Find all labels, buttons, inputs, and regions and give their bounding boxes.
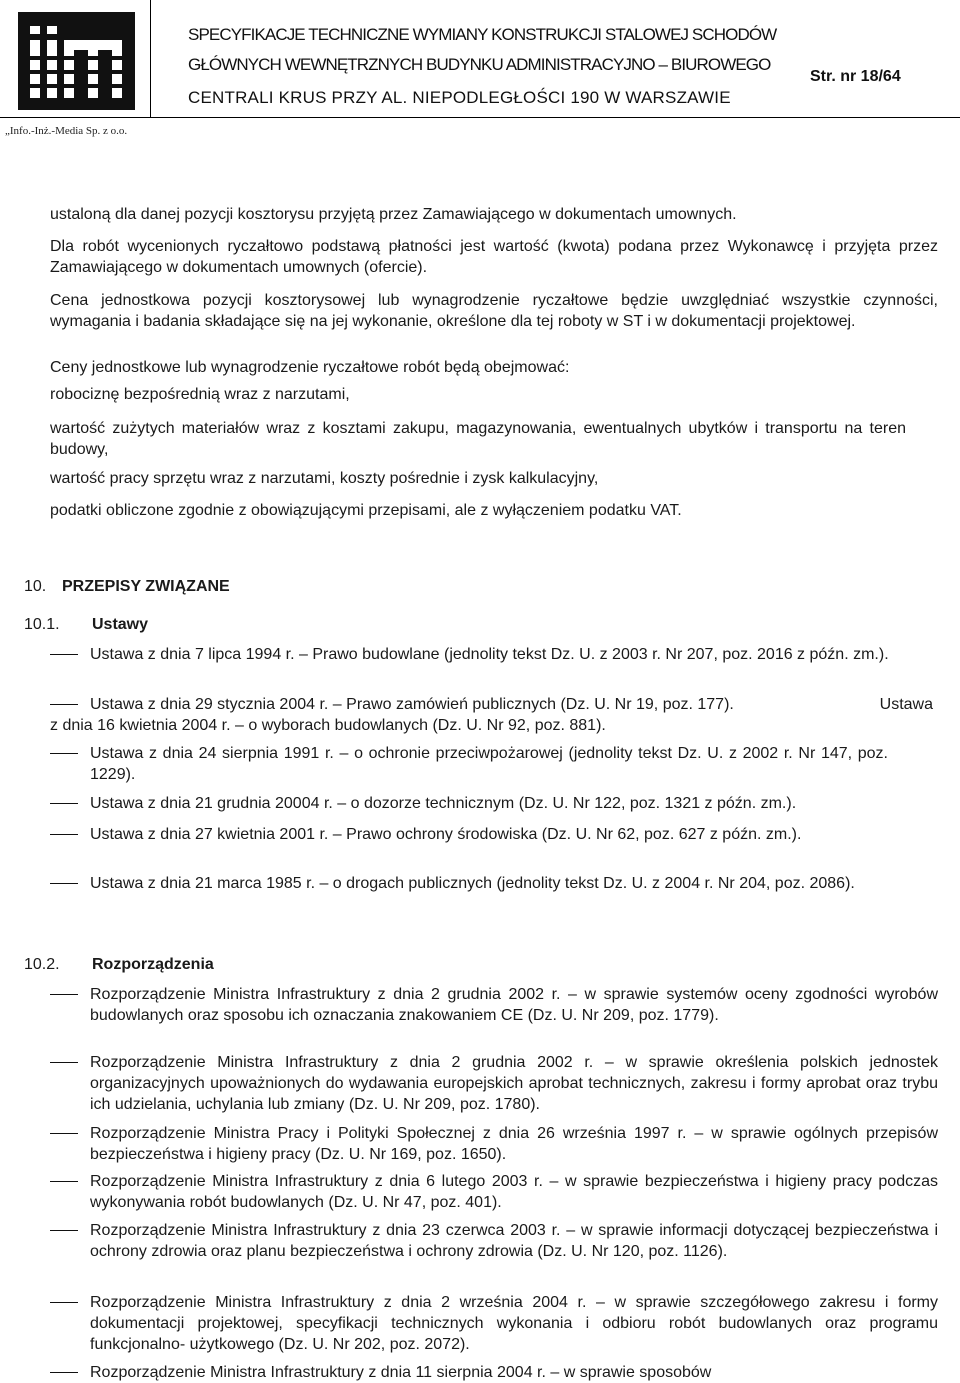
law-item-text: Ustawa z dnia 29 stycznia 2004 r. – Prawo zamówień publicznych (Dz. U. Nr 19, poz. 177). bbox=[90, 696, 734, 713]
regulation-item-text: Rozporządzenie Ministra Infrastruktury z dnia 2 grudnia 2002 r. – w sprawie systemów oceny zgodności wyrobów budowlanych oraz sposobu ich oznaczania znakowaniem CE (Dz. U. Nr 209, poz. 1779). bbox=[90, 986, 938, 1024]
dash-bullet-icon bbox=[50, 1181, 78, 1182]
paragraph-1: ustaloną dla danej pozycji kosztorysu przyjętą przez Zamawiającego w dokumentach umownych. bbox=[50, 206, 737, 223]
law-item bbox=[50, 694, 938, 715]
paragraph-4: Ceny jednostkowe lub wynagrodzenie ryczałtowe robót będą obejmować: bbox=[50, 359, 570, 376]
header-horizontal-divider bbox=[0, 117, 960, 118]
section-10-2-heading bbox=[24, 954, 214, 975]
regulation-item-text: Rozporządzenie Ministra Infrastruktury z dnia 2 grudnia 2002 r. – w sprawie określenia polskich jednostek organizacyjnych upoważnionych do wydawania europejskich aprobat technicznych, zakresu i formy aprobat oraz trybu ich udzielania, uchylania lub zmiany (Dz. U. Nr 209, poz. 1780). bbox=[90, 1054, 938, 1113]
section-10-heading bbox=[24, 576, 230, 597]
section-10-1-title: Ustawy bbox=[92, 616, 149, 633]
page-number: Str. nr 18/64 bbox=[810, 68, 901, 85]
law-item bbox=[50, 873, 938, 894]
law-item-text: Ustawa z dnia 21 grudnia 20004 r. – o dozorze technicznym (Dz. U. Nr 122, poz. 1321 z późn. zm.). bbox=[90, 795, 797, 812]
paragraph-3 bbox=[50, 290, 938, 332]
paragraph-2-text: Dla robót wycenionych ryczałtowo podstawą płatności jest wartość (kwota) podana przez Wykonawcę i przyjęta przez Zamawiającego w dokumentach umownych (ofercie). bbox=[50, 238, 938, 276]
law-item bbox=[50, 824, 938, 845]
dash-bullet-icon bbox=[50, 1302, 78, 1303]
regulation-item bbox=[50, 1052, 938, 1115]
logo-mark-icon bbox=[18, 12, 135, 110]
company-logo bbox=[18, 12, 135, 110]
dash-bullet-icon bbox=[50, 1133, 78, 1134]
regulation-item-text: Rozporządzenie Ministra Infrastruktury z dnia 6 lutego 2003 r. – w sprawie bezpieczeństwa i higieny pracy podczas wykonywania robót budowlanych (Dz. U. Nr 47, poz. 401). bbox=[90, 1173, 938, 1211]
section-10-1-heading bbox=[24, 614, 148, 635]
page-header bbox=[0, 0, 960, 140]
dash-bullet-icon bbox=[50, 994, 78, 995]
dash-bullet-icon bbox=[50, 1230, 78, 1231]
company-name: „Info.-Inż.-Media Sp. z o.o. bbox=[5, 125, 128, 137]
law-item bbox=[50, 793, 938, 814]
regulation-item bbox=[50, 1123, 938, 1165]
dash-bullet-icon bbox=[50, 834, 78, 835]
regulation-item bbox=[50, 1292, 938, 1355]
law-item bbox=[50, 644, 938, 665]
regulation-item-text: Rozporządzenie Ministra Pracy i Polityki Społecznej z dnia 26 września 1997 r. – w sprawie ogólnych przepisów bezpieczeństwa i higieny pracy (Dz. U. Nr 169, poz. 1650). bbox=[90, 1125, 938, 1163]
section-10-2-number: 10.2. bbox=[24, 956, 60, 973]
cost-item-4: podatki obliczone zgodnie z obowiązującymi przepisami, ale z wyłączeniem podatku VAT. bbox=[50, 502, 682, 519]
dash-bullet-icon bbox=[50, 654, 78, 655]
law-item-text: Ustawa z dnia 7 lipca 1994 r. – Prawo budowlane (jednolity tekst Dz. U. z 2003 r. Nr 207, poz. 2016 z późn. zm.). bbox=[90, 646, 889, 663]
regulation-item-text: Rozporządzenie Ministra Infrastruktury z dnia 2 września 2004 r. – w sprawie szczegółowego zakresu i formy dokumentacji projektowej, specyfikacji technicznych wykonania i odbioru robót budowlanych oraz programu funkcjonalno- użytkowego (Dz. U. Nr 202, poz. 2072). bbox=[90, 1294, 938, 1353]
law-item bbox=[50, 743, 938, 785]
section-10-2-title: Rozporządzenia bbox=[92, 956, 214, 973]
regulation-item bbox=[50, 1171, 938, 1213]
header-title-line-2: GŁÓWNYCH WEWNĘTRZNYCH BUDYNKU ADMINISTRACYJNO – BIUROWEGO bbox=[188, 55, 771, 74]
regulation-item-text: Rozporządzenie Ministra Infrastruktury z dnia 11 sierpnia 2004 r. – w sprawie sposobów bbox=[90, 1364, 712, 1381]
cost-item-2: wartość zużytych materiałów wraz z kosztami zakupu, magazynowania, ewentualnych ubytków i transportu na teren budowy, bbox=[50, 420, 906, 458]
regulation-item bbox=[50, 1220, 938, 1262]
header-title-line-1: SPECYFIKACJE TECHNICZNE WYMIANY KONSTRUKCJI STALOWEJ SCHODÓW bbox=[188, 25, 777, 44]
dash-bullet-icon bbox=[50, 1062, 78, 1063]
section-10-number: 10. bbox=[24, 578, 47, 595]
dash-bullet-icon bbox=[50, 753, 78, 754]
paragraph-3-text: Cena jednostkowa pozycji kosztorysowej lub wynagrodzenie ryczałtowe będzie uwzględniać wszystkie czynności, wymagania i badania składające się na jej wykonanie, określone dla tej roboty w ST i w dokumentacji projektowej. bbox=[50, 292, 938, 330]
regulation-item bbox=[50, 984, 938, 1026]
section-10-1-number: 10.1. bbox=[24, 616, 60, 633]
dash-bullet-icon bbox=[50, 1372, 78, 1373]
dash-bullet-icon bbox=[50, 883, 78, 884]
section-10-title: PRZEPISY ZWIĄZANE bbox=[62, 578, 230, 595]
cost-item-1: robociznę bezpośrednią wraz z narzutami, bbox=[50, 386, 350, 403]
dash-bullet-icon bbox=[50, 803, 78, 804]
header-vertical-divider bbox=[150, 0, 151, 117]
dash-bullet-icon bbox=[50, 704, 78, 705]
regulation-item-text: Rozporządzenie Ministra Infrastruktury z dnia 23 czerwca 2003 r. – w sprawie informacji dotyczącej bezpieczeństwa i ochrony zdrowia oraz planu bezpieczeństwa i ochrony zdrowia (Dz. U. Nr 120, poz. 1126). bbox=[90, 1222, 938, 1260]
cost-item-3: wartość pracy sprzętu wraz z narzutami, koszty pośrednie i zysk kalkulacyjny, bbox=[50, 470, 599, 487]
regulation-item bbox=[50, 1362, 938, 1383]
law-item-tail: z dnia 16 kwietnia 2004 r. – o wyborach budowlanych (Dz. U. Nr 92, poz. 881). bbox=[50, 717, 606, 734]
header-title-line-3: CENTRALI KRUS PRZY AL. NIEPODLEGŁOŚCI 190 W WARSZAWIE bbox=[188, 88, 731, 107]
law-item-tail-start: Ustawa bbox=[879, 696, 933, 713]
law-item-text: Ustawa z dnia 27 kwietnia 2001 r. – Prawo ochrony środowiska (Dz. U. Nr 62, poz. 627 z późn. zm.). bbox=[90, 826, 802, 843]
law-item-text: Ustawa z dnia 21 marca 1985 r. – o drogach publicznych (jednolity tekst Dz. U. z 2004 r. Nr 204, poz. 2086). bbox=[90, 875, 855, 892]
paragraph-2 bbox=[50, 236, 938, 278]
law-item-text: Ustawa z dnia 24 sierpnia 1991 r. – o ochronie przeciwpożarowej (jednolity tekst Dz. U. z 2002 r. Nr 147, poz. 1229). bbox=[90, 745, 888, 783]
